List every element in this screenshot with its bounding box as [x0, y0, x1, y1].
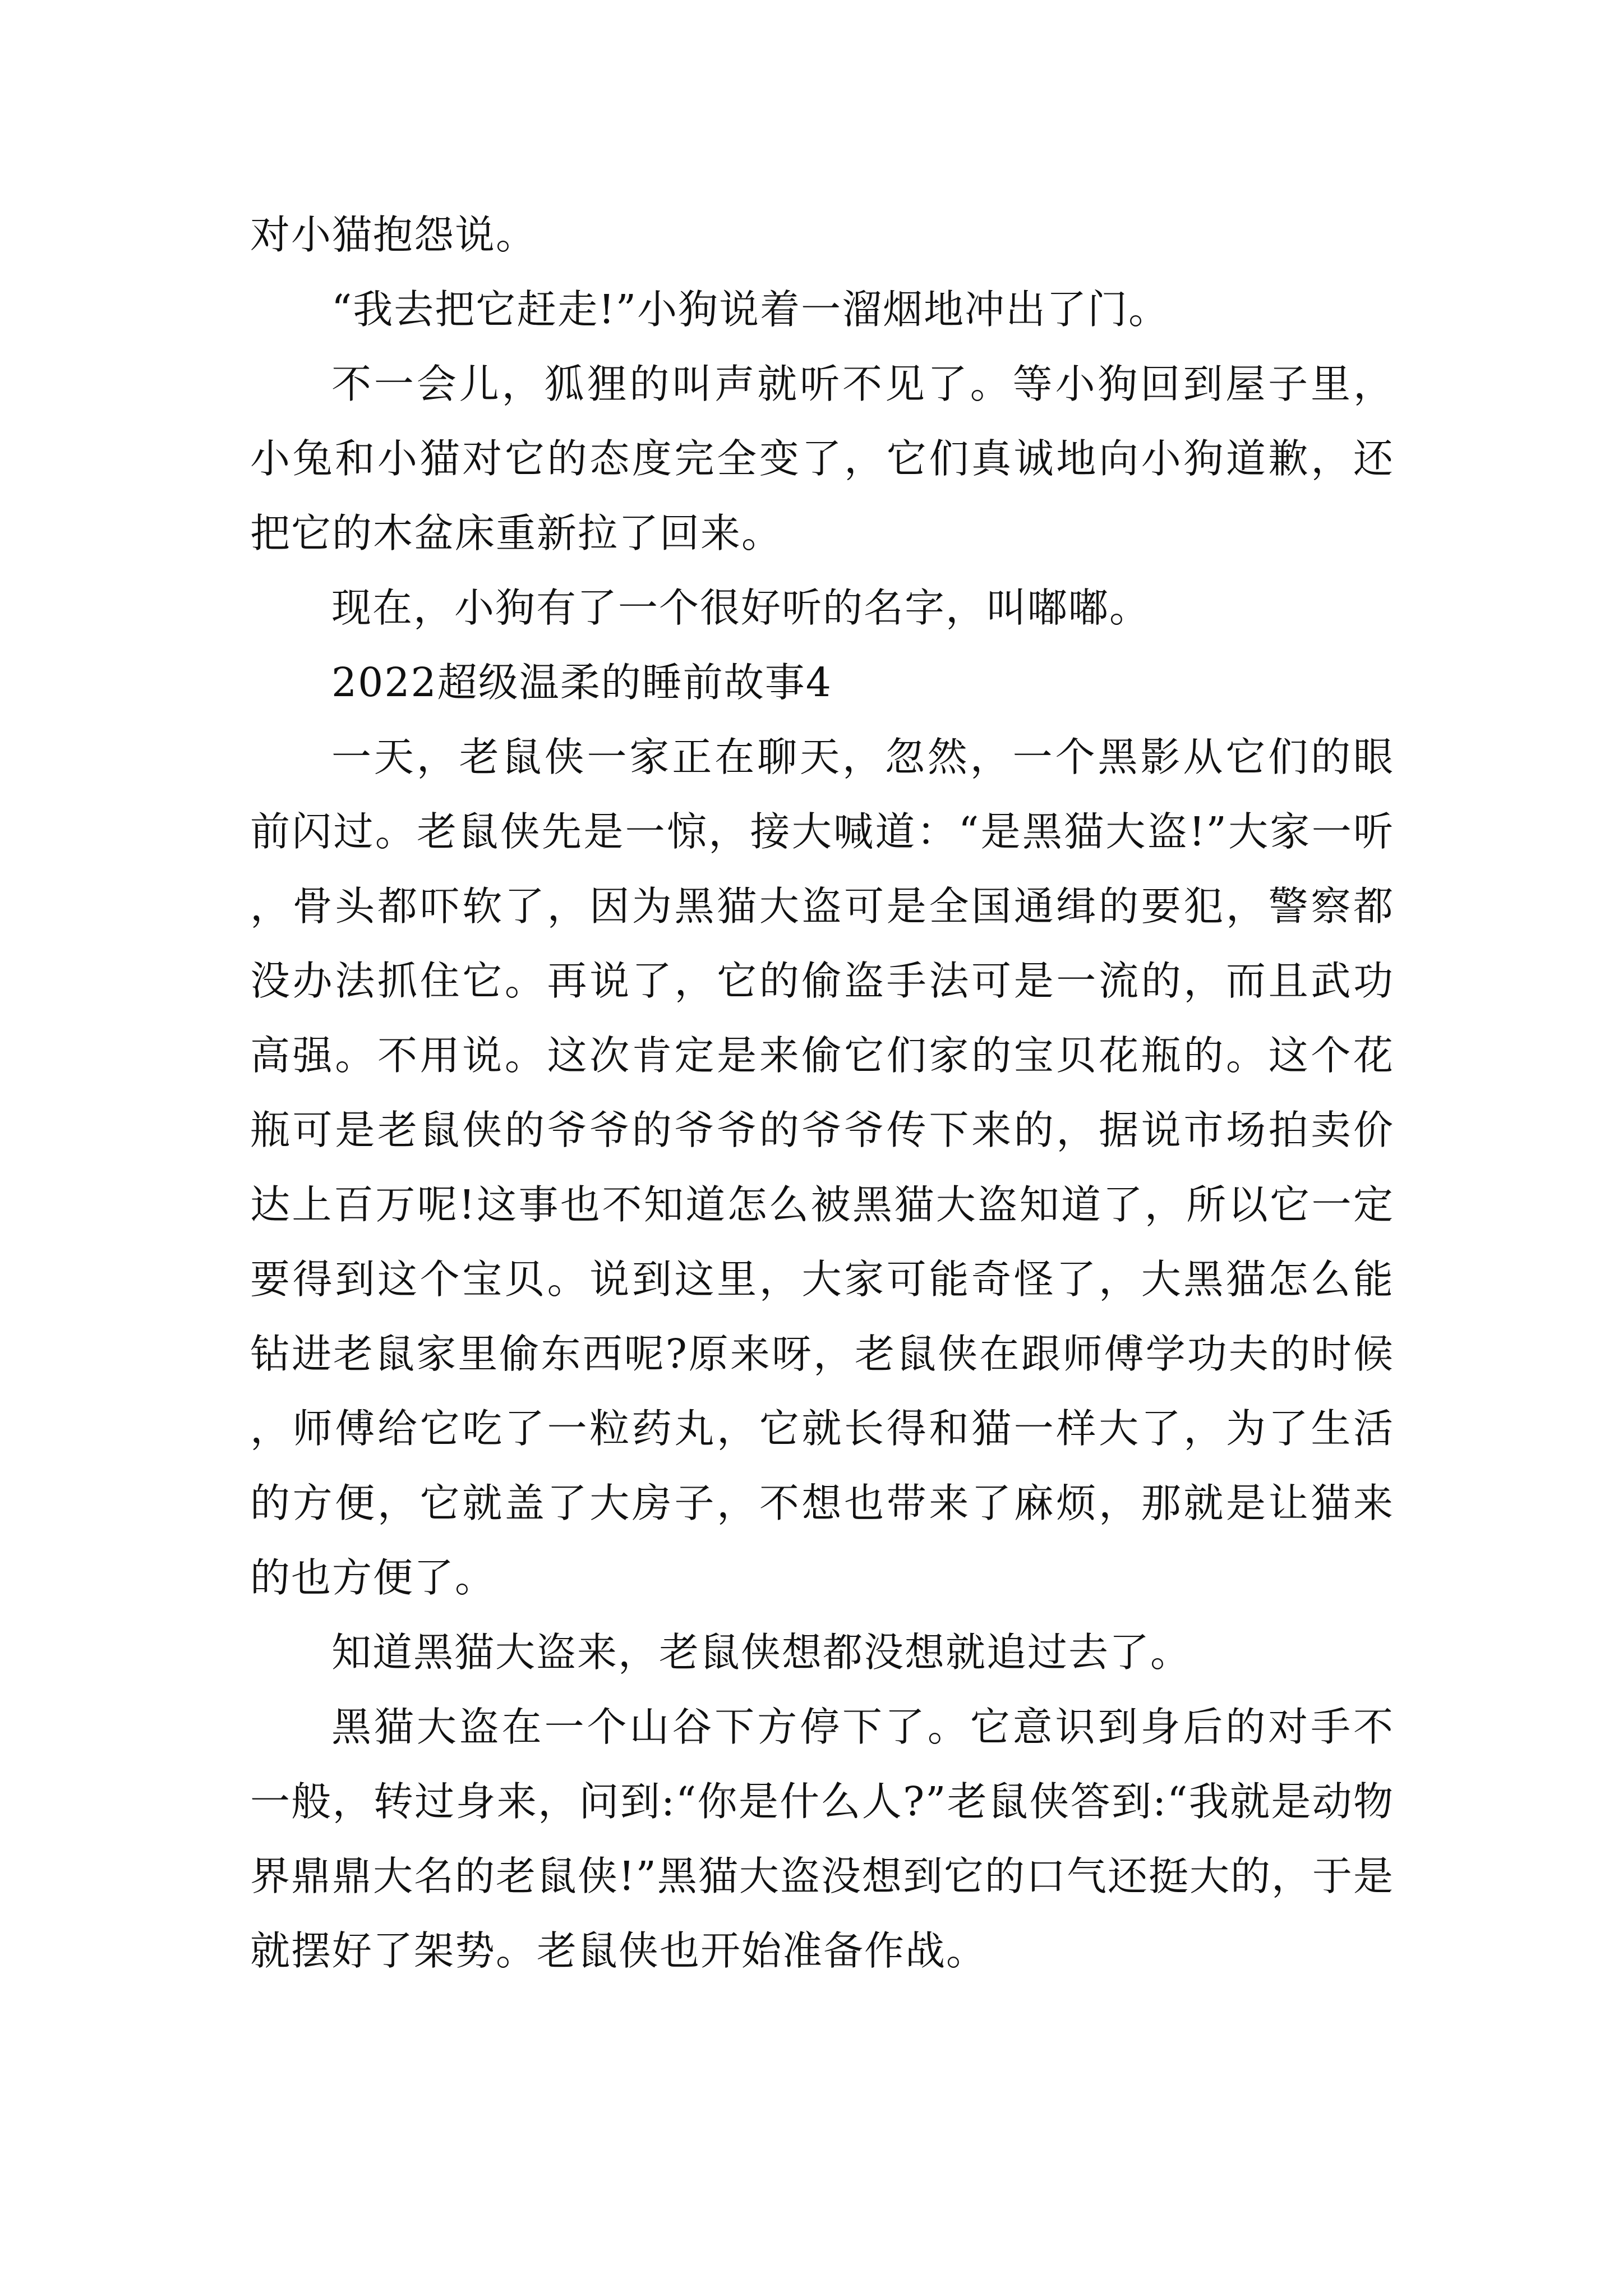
paragraph-4: 现在，小狗有了一个很好听的名字，叫嘟嘟。 — [331, 585, 1151, 631]
story-text-body — [250, 197, 1394, 1988]
paragraph-1: 对小猫抱怨说。 — [250, 211, 537, 258]
paragraph-7: 知道黑猫大盗来，老鼠侠想都没想就追过去了。 — [331, 1629, 1192, 1676]
paragraph-8: 黑猫大盗在一个山谷下方停下了。它意识到身后的对手不一般，转过身来，问到:“你是什么人?”老鼠侠答到:“我就是动物界鼎鼎大名的老鼠侠!”黑猫大盗没想到它的口气还挺大的，于是就摆好了架势。老鼠侠也开始准备作战。 — [250, 1704, 1394, 1974]
paragraph-2: “我去把它赶走!”小狗说着一溜烟地冲出了门。 — [331, 286, 1170, 333]
paragraph-6: 一天，老鼠侠一家正在聊天，忽然，一个黑影从它们的眼前闪过。老鼠侠先是一惊，接大喊道：“是黑猫大盗!”大家一听，骨头都吓软了，因为黑猫大盗可是全国通缉的要犯，警察都没办法抓住它。再说了，它的偷盗手法可是一流的，而且武功高强。不用说。这次肯定是来偷它们家的宝贝花瓶的。这个花瓶可是老鼠侠的爷爷的爷爷的爷爷传下来的，据说市场拍卖价达上百万呢!这事也不知道怎么被黑猫大盗知道了，所以它一定要得到这个宝贝。说到这里，大家可能奇怪了，大黑猫怎么能钻进老鼠家里偷东西呢?原来呀，老鼠侠在跟师傅学功夫的时候，师傅给它吃了一粒药丸，它就长得和猫一样大了，为了生活的方便，它就盖了大房子，不想也带来了麻烦，那就是让猫来的也方便了。 — [250, 734, 1394, 1601]
section-heading: 2022超级温柔的睡前故事4 — [331, 659, 832, 706]
paragraph-3: 不一会儿，狐狸的叫声就听不见了。等小狗回到屋子里，小兔和小猫对它的态度完全变了，它们真诚地向小狗道歉，还把它的木盆床重新拉了回来。 — [250, 361, 1394, 556]
